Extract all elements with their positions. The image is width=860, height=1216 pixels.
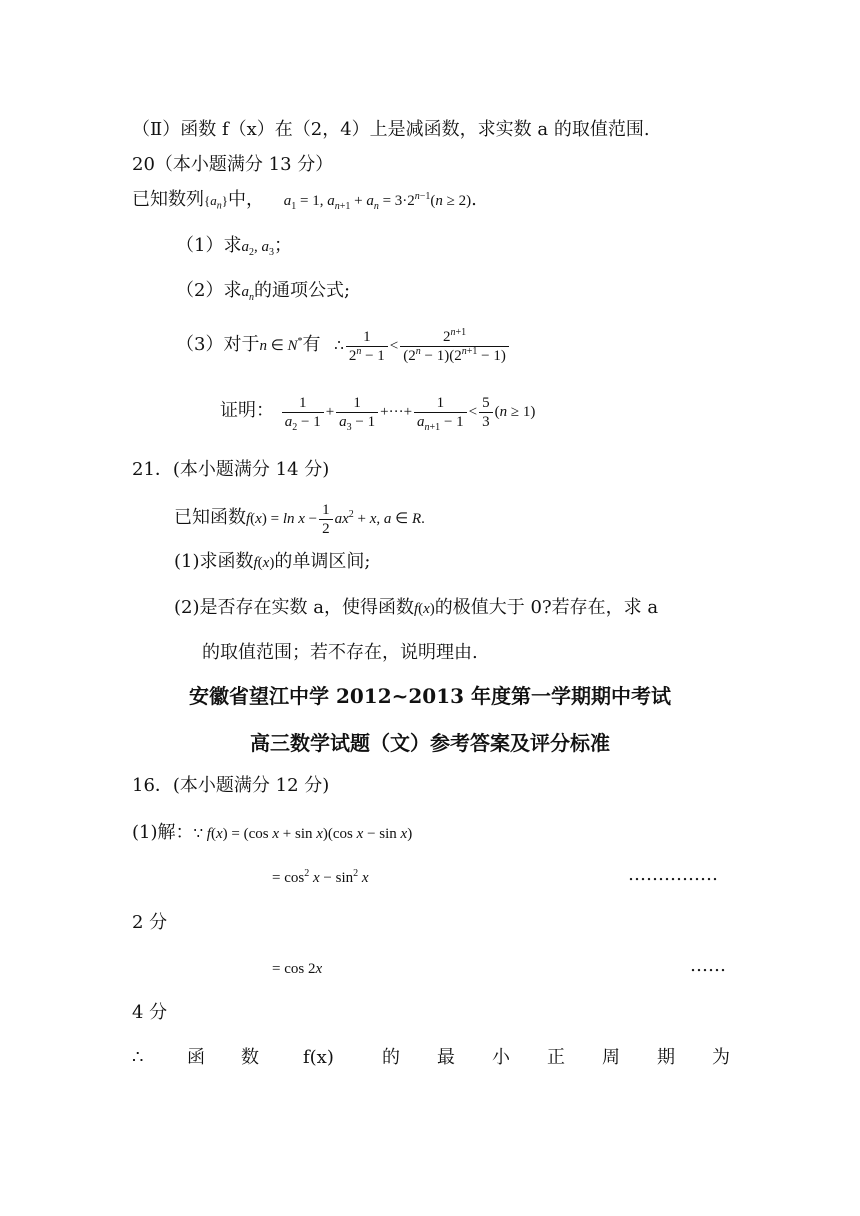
q20-part1-end: ； bbox=[273, 235, 292, 256]
a16-step1-math: ∵ f(x) = (cos x + sin x)(cos x − sin x) bbox=[193, 826, 413, 842]
q20-part3 bbox=[176, 326, 511, 365]
period-line-char: 小 bbox=[492, 1047, 510, 1068]
a16-part1 bbox=[132, 821, 412, 846]
q20-part1-text: （1）求 bbox=[176, 235, 242, 256]
a16-step3-math: = cos 2x bbox=[272, 961, 323, 977]
q20-part3-text: （3）对于 bbox=[176, 334, 260, 355]
period-line-char: 期 bbox=[657, 1047, 675, 1068]
q20-proof bbox=[220, 392, 536, 434]
q21-part2-cont: 的取值范围；若不存在，说明理由. bbox=[202, 642, 478, 663]
q20-recurrence: $a_1 = 1$, $a_{n+1} + a_n = 3\cdot 2^{n-1}(n \ge 2)$ bbox=[283, 191, 472, 212]
period-line bbox=[0, 1046, 860, 1070]
q21-part1-math: f(x) bbox=[253, 555, 275, 571]
q20-part1 bbox=[176, 234, 292, 259]
period-line-char: 数 bbox=[241, 1047, 259, 1068]
a16-step2-math: = $\cos^2 x - \sin^2 x$ bbox=[272, 868, 369, 886]
q20-heading: 20（本小题满分 13 分） bbox=[132, 154, 334, 175]
period-line-char: 的 bbox=[382, 1047, 400, 1068]
q19-part2: （Ⅱ）函数 f（x）在（2，4）上是减函数，求实数 a 的取值范围. bbox=[132, 119, 650, 140]
period-line-char: 周 bbox=[602, 1047, 620, 1068]
q21-part1-end: 的单调区间; bbox=[274, 551, 371, 572]
q20-intro-text2: 中， bbox=[228, 189, 264, 210]
period-line-char: 最 bbox=[437, 1047, 455, 1068]
period-line-char: 函 bbox=[187, 1047, 205, 1068]
period-line-char: 为 bbox=[712, 1047, 730, 1068]
period-line-char: 正 bbox=[547, 1047, 565, 1068]
score-leader-dots-2: …… bbox=[690, 955, 726, 976]
q20-intro bbox=[132, 188, 477, 213]
q20-part2-text: （2）求 bbox=[176, 280, 242, 301]
q20-part3-math: n ∈ N* bbox=[259, 336, 303, 354]
q20-part2-end: 的通项公式; bbox=[253, 280, 351, 301]
q20-proof-math: $\frac{1}{a_2 - 1}$ + $\frac{1}{a_3 - 1}$ +···+ $\frac{1}{a_{n+1} - 1}$ < $\frac{5}{3}$ (n ≥ 1) bbox=[280, 404, 536, 420]
period-line-fx: f(x) bbox=[303, 1047, 334, 1068]
q20-intro-end: . bbox=[471, 189, 477, 210]
sequence-symbol: $\{a_n\}$ bbox=[204, 193, 228, 212]
score-leader-dots-1: …………… bbox=[628, 864, 718, 885]
therefore-symbol: ∴ bbox=[132, 1047, 144, 1068]
q20-part1-math: $a_2$, $a_3$ bbox=[241, 239, 274, 258]
q21-part2-end: 的极值大于 0?若存在，求 a bbox=[434, 597, 659, 618]
q21-part1 bbox=[174, 550, 370, 575]
q20-part2 bbox=[176, 279, 350, 304]
q20-part2-math: $a_n$ bbox=[241, 284, 254, 303]
q21-part2-text: (2)是否存在实数 a，使得函数 bbox=[174, 597, 414, 618]
answer-title-1: 安徽省望江中学 2012~2013 年度第一学期期中考试 bbox=[188, 684, 671, 708]
score-2: 2 分 bbox=[132, 912, 168, 933]
q21-heading: 21．(本小题满分 14 分) bbox=[132, 459, 330, 480]
q21-part2 bbox=[174, 596, 658, 621]
q20-intro-text: 已知数列 bbox=[132, 189, 204, 210]
answer-title-2: 高三数学试题（文）参考答案及评分标准 bbox=[250, 731, 610, 755]
q21-intro-text: 已知函数 bbox=[174, 507, 246, 528]
q20-part3-mid: 有 bbox=[302, 334, 321, 355]
q21-part2-math: f(x) bbox=[413, 601, 435, 617]
q20-proof-text: 证明： bbox=[220, 400, 274, 421]
q21-part1-text: (1)求函数 bbox=[174, 551, 254, 572]
q21-function-def: f(x) = ln x − $\frac{1}{2}$ $ax^2 + x$, a ∈ R. bbox=[246, 502, 425, 538]
q20-inequality: ∴ $\frac{1}{2^n - 1}$ < $\frac{2^{n+1}}{(2^n - 1)(2^{n+1} - 1)}$ bbox=[334, 338, 511, 354]
a16-part1-text: (1)解： bbox=[132, 822, 194, 843]
score-4: 4 分 bbox=[132, 1002, 168, 1023]
q21-intro bbox=[174, 499, 425, 538]
a16-heading: 16．(本小题满分 12 分) bbox=[132, 775, 330, 796]
